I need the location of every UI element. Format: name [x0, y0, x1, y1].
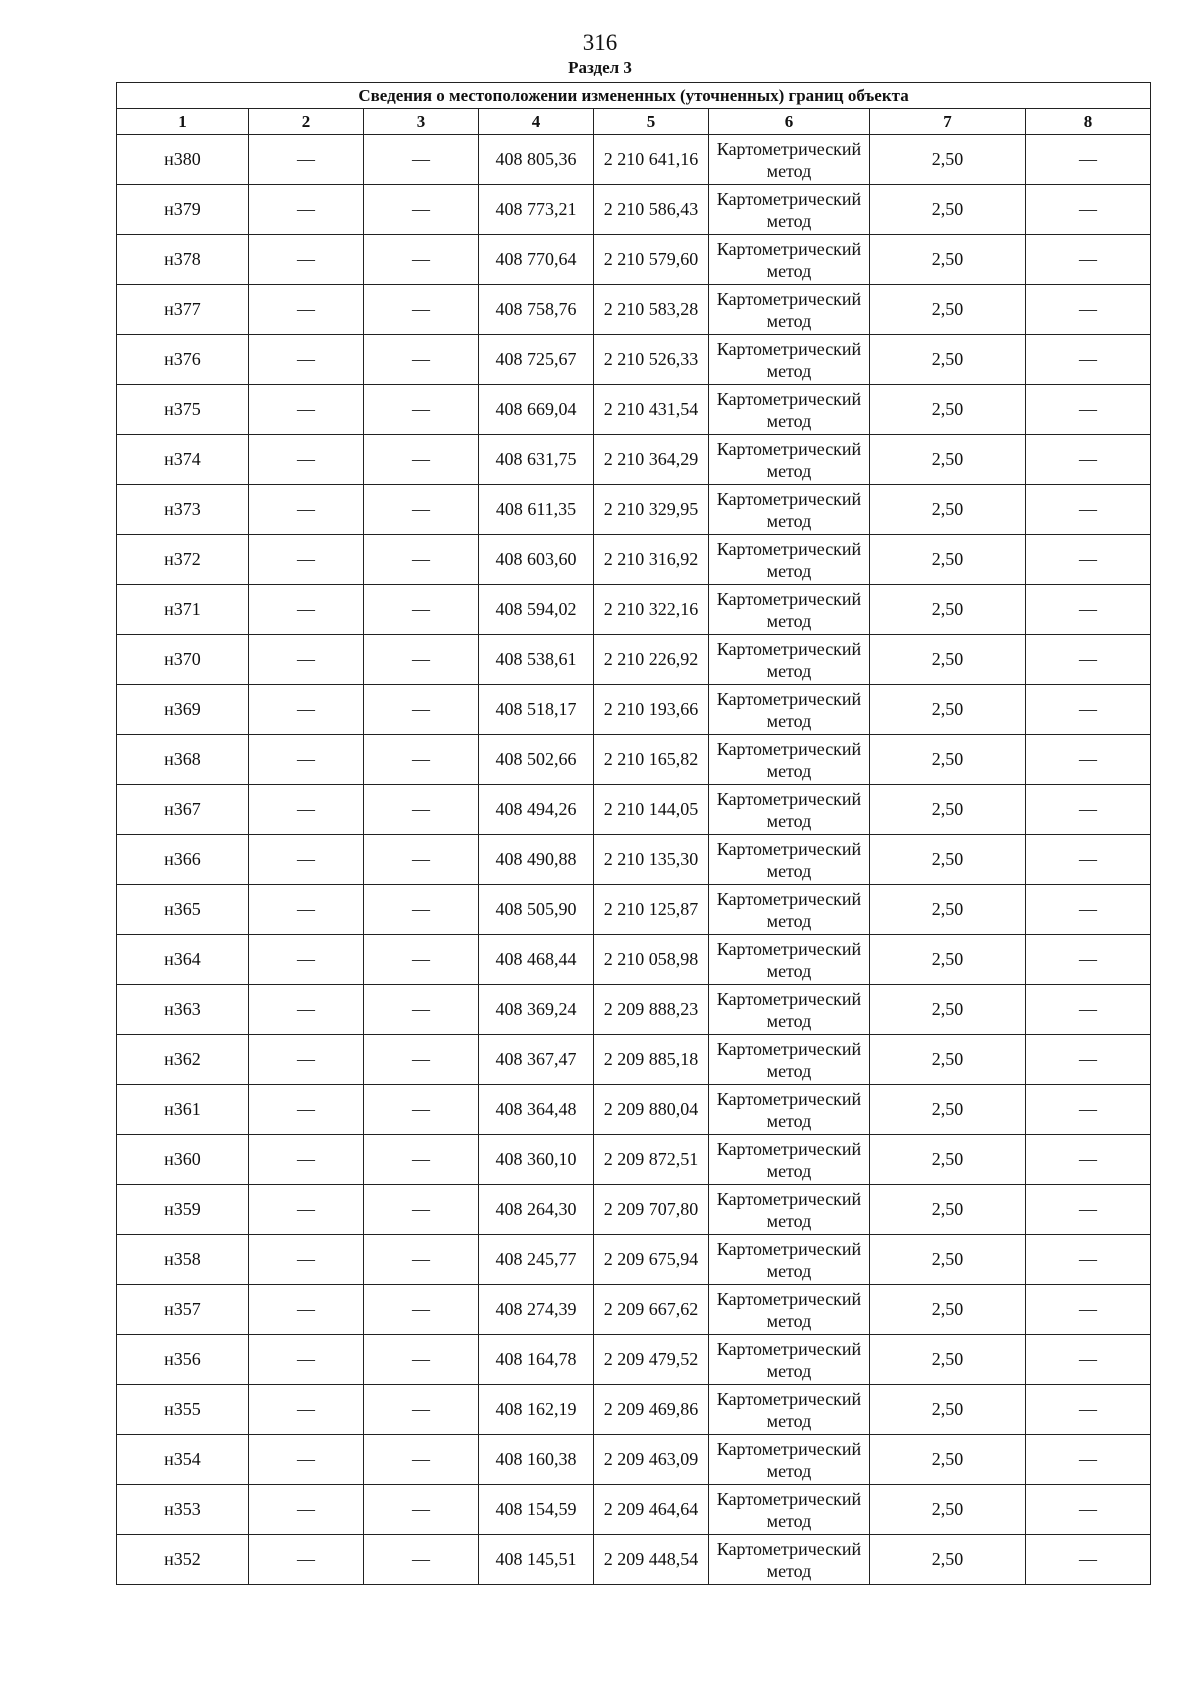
table-row: [117, 985, 1151, 1035]
empty-dash-cell: —: [364, 235, 479, 285]
accuracy-cell: 2,50: [870, 135, 1026, 185]
accuracy-cell: 2,50: [870, 1135, 1026, 1185]
empty-dash-cell: —: [364, 1235, 479, 1285]
accuracy-cell: 2,50: [870, 335, 1026, 385]
x-coordinate-cell: 408 518,17: [479, 685, 594, 735]
accuracy-cell: 2,50: [870, 585, 1026, 635]
empty-dash-cell: —: [249, 785, 364, 835]
empty-dash-cell: —: [249, 1535, 364, 1585]
empty-dash-cell: —: [1026, 885, 1151, 935]
table-row: [117, 535, 1151, 585]
method-cell: Картометрический метод: [709, 435, 870, 485]
table-row: [117, 885, 1151, 935]
method-cell: Картометрический метод: [709, 1435, 870, 1485]
point-number-cell: н377: [117, 285, 249, 335]
method-cell: Картометрический метод: [709, 885, 870, 935]
empty-dash-cell: —: [1026, 485, 1151, 535]
x-coordinate-cell: 408 773,21: [479, 185, 594, 235]
empty-dash-cell: —: [249, 135, 364, 185]
empty-dash-cell: —: [1026, 1185, 1151, 1235]
x-coordinate-cell: 408 360,10: [479, 1135, 594, 1185]
empty-dash-cell: —: [364, 1385, 479, 1435]
accuracy-cell: 2,50: [870, 1435, 1026, 1485]
method-cell: Картометрический метод: [709, 285, 870, 335]
point-number-cell: н370: [117, 635, 249, 685]
method-cell: Картометрический метод: [709, 635, 870, 685]
x-coordinate-cell: 408 367,47: [479, 1035, 594, 1085]
y-coordinate-cell: 2 209 880,04: [594, 1085, 709, 1135]
y-coordinate-cell: 2 209 707,80: [594, 1185, 709, 1235]
empty-dash-cell: —: [1026, 1435, 1151, 1485]
table-row: [117, 235, 1151, 285]
empty-dash-cell: —: [249, 285, 364, 335]
method-cell: Картометрический метод: [709, 735, 870, 785]
empty-dash-cell: —: [249, 1085, 364, 1135]
empty-dash-cell: —: [249, 535, 364, 585]
empty-dash-cell: —: [1026, 285, 1151, 335]
empty-dash-cell: —: [249, 635, 364, 685]
table-row: [117, 585, 1151, 635]
x-coordinate-cell: 408 758,76: [479, 285, 594, 335]
point-number-cell: н361: [117, 1085, 249, 1135]
point-number-cell: н380: [117, 135, 249, 185]
y-coordinate-cell: 2 210 125,87: [594, 885, 709, 935]
table-row: [117, 935, 1151, 985]
table-row: [117, 435, 1151, 485]
empty-dash-cell: —: [364, 1285, 479, 1335]
accuracy-cell: 2,50: [870, 535, 1026, 585]
point-number-cell: н363: [117, 985, 249, 1035]
column-number: 7: [870, 109, 1026, 135]
x-coordinate-cell: 408 631,75: [479, 435, 594, 485]
accuracy-cell: 2,50: [870, 785, 1026, 835]
accuracy-cell: 2,50: [870, 1235, 1026, 1285]
point-number-cell: н375: [117, 385, 249, 435]
point-number-cell: н367: [117, 785, 249, 835]
empty-dash-cell: —: [249, 1385, 364, 1435]
y-coordinate-cell: 2 209 469,86: [594, 1385, 709, 1435]
empty-dash-cell: —: [1026, 335, 1151, 385]
point-number-cell: н374: [117, 435, 249, 485]
empty-dash-cell: —: [1026, 1535, 1151, 1585]
empty-dash-cell: —: [1026, 1285, 1151, 1335]
column-number: 3: [364, 109, 479, 135]
method-cell: Картометрический метод: [709, 785, 870, 835]
column-number: 1: [117, 109, 249, 135]
empty-dash-cell: —: [364, 735, 479, 785]
empty-dash-cell: —: [1026, 135, 1151, 185]
table-row: [117, 135, 1151, 185]
accuracy-cell: 2,50: [870, 185, 1026, 235]
empty-dash-cell: —: [364, 435, 479, 485]
point-number-cell: н379: [117, 185, 249, 235]
y-coordinate-cell: 2 209 885,18: [594, 1035, 709, 1085]
table-row: [117, 635, 1151, 685]
empty-dash-cell: —: [364, 285, 479, 335]
method-cell: Картометрический метод: [709, 1285, 870, 1335]
x-coordinate-cell: 408 364,48: [479, 1085, 594, 1135]
empty-dash-cell: —: [1026, 1035, 1151, 1085]
y-coordinate-cell: 2 210 226,92: [594, 635, 709, 685]
method-cell: Картометрический метод: [709, 935, 870, 985]
y-coordinate-cell: 2 210 526,33: [594, 335, 709, 385]
empty-dash-cell: —: [249, 1035, 364, 1085]
empty-dash-cell: —: [364, 585, 479, 635]
table-row: [117, 285, 1151, 335]
page-number: 316: [582, 30, 618, 55]
accuracy-cell: 2,50: [870, 385, 1026, 435]
accuracy-cell: 2,50: [870, 1035, 1026, 1085]
empty-dash-cell: —: [249, 685, 364, 735]
empty-dash-cell: —: [364, 335, 479, 385]
y-coordinate-cell: 2 210 329,95: [594, 485, 709, 535]
point-number-cell: н359: [117, 1185, 249, 1235]
empty-dash-cell: —: [249, 1435, 364, 1485]
point-number-cell: н357: [117, 1285, 249, 1335]
x-coordinate-cell: 408 162,19: [479, 1385, 594, 1435]
point-number-cell: н366: [117, 835, 249, 885]
accuracy-cell: 2,50: [870, 935, 1026, 985]
empty-dash-cell: —: [249, 1485, 364, 1535]
point-number-cell: н358: [117, 1235, 249, 1285]
y-coordinate-cell: 2 210 583,28: [594, 285, 709, 335]
empty-dash-cell: —: [364, 1435, 479, 1485]
method-cell: Картометрический метод: [709, 235, 870, 285]
table-title: Сведения о местоположении измененных (уточненных) границ объекта: [117, 83, 1151, 109]
empty-dash-cell: —: [1026, 785, 1151, 835]
method-cell: Картометрический метод: [709, 985, 870, 1035]
method-cell: Картометрический метод: [709, 1135, 870, 1185]
empty-dash-cell: —: [364, 785, 479, 835]
empty-dash-cell: —: [1026, 1485, 1151, 1535]
column-number: 6: [709, 109, 870, 135]
point-number-cell: н356: [117, 1335, 249, 1385]
y-coordinate-cell: 2 209 479,52: [594, 1335, 709, 1385]
y-coordinate-cell: 2 210 431,54: [594, 385, 709, 435]
point-number-cell: н362: [117, 1035, 249, 1085]
y-coordinate-cell: 2 210 641,16: [594, 135, 709, 185]
accuracy-cell: 2,50: [870, 635, 1026, 685]
x-coordinate-cell: 408 725,67: [479, 335, 594, 385]
y-coordinate-cell: 2 210 316,92: [594, 535, 709, 585]
point-number-cell: н368: [117, 735, 249, 785]
x-coordinate-cell: 408 468,44: [479, 935, 594, 985]
empty-dash-cell: —: [364, 1085, 479, 1135]
y-coordinate-cell: 2 210 135,30: [594, 835, 709, 885]
y-coordinate-cell: 2 209 872,51: [594, 1135, 709, 1185]
empty-dash-cell: —: [1026, 235, 1151, 285]
x-coordinate-cell: 408 603,60: [479, 535, 594, 585]
y-coordinate-cell: 2 209 448,54: [594, 1535, 709, 1585]
section-title: Раздел 3: [568, 58, 632, 77]
empty-dash-cell: —: [249, 1335, 364, 1385]
point-number-cell: н352: [117, 1535, 249, 1585]
x-coordinate-cell: 408 145,51: [479, 1535, 594, 1585]
accuracy-cell: 2,50: [870, 1535, 1026, 1585]
x-coordinate-cell: 408 369,24: [479, 985, 594, 1035]
accuracy-cell: 2,50: [870, 1335, 1026, 1385]
x-coordinate-cell: 408 164,78: [479, 1335, 594, 1385]
empty-dash-cell: —: [364, 1335, 479, 1385]
empty-dash-cell: —: [1026, 1335, 1151, 1385]
point-number-cell: н376: [117, 335, 249, 385]
y-coordinate-cell: 2 210 165,82: [594, 735, 709, 785]
table-row: [117, 1285, 1151, 1335]
empty-dash-cell: —: [1026, 635, 1151, 685]
method-cell: Картометрический метод: [709, 535, 870, 585]
x-coordinate-cell: 408 154,59: [479, 1485, 594, 1535]
empty-dash-cell: —: [249, 835, 364, 885]
point-number-cell: н353: [117, 1485, 249, 1535]
method-cell: Картометрический метод: [709, 1235, 870, 1285]
accuracy-cell: 2,50: [870, 1085, 1026, 1135]
y-coordinate-cell: 2 210 058,98: [594, 935, 709, 985]
method-cell: Картометрический метод: [709, 1335, 870, 1385]
empty-dash-cell: —: [249, 1185, 364, 1235]
empty-dash-cell: —: [364, 1135, 479, 1185]
x-coordinate-cell: 408 805,36: [479, 135, 594, 185]
table-row: [117, 785, 1151, 835]
empty-dash-cell: —: [249, 885, 364, 935]
table-row: [117, 1135, 1151, 1185]
accuracy-cell: 2,50: [870, 735, 1026, 785]
empty-dash-cell: —: [1026, 1385, 1151, 1435]
point-number-cell: н378: [117, 235, 249, 285]
empty-dash-cell: —: [364, 1535, 479, 1585]
x-coordinate-cell: 408 669,04: [479, 385, 594, 435]
empty-dash-cell: —: [364, 635, 479, 685]
y-coordinate-cell: 2 210 586,43: [594, 185, 709, 235]
empty-dash-cell: —: [364, 1185, 479, 1235]
point-number-cell: н372: [117, 535, 249, 585]
method-cell: Картометрический метод: [709, 685, 870, 735]
accuracy-cell: 2,50: [870, 685, 1026, 735]
method-cell: Картометрический метод: [709, 1185, 870, 1235]
point-number-cell: н365: [117, 885, 249, 935]
table-title-row: [117, 83, 1151, 109]
accuracy-cell: 2,50: [870, 835, 1026, 885]
method-cell: Картометрический метод: [709, 135, 870, 185]
x-coordinate-cell: 408 245,77: [479, 1235, 594, 1285]
table-row: [117, 1235, 1151, 1285]
accuracy-cell: 2,50: [870, 235, 1026, 285]
table-row: [117, 1335, 1151, 1385]
empty-dash-cell: —: [364, 985, 479, 1035]
y-coordinate-cell: 2 209 667,62: [594, 1285, 709, 1335]
y-coordinate-cell: 2 210 322,16: [594, 585, 709, 635]
empty-dash-cell: —: [1026, 735, 1151, 785]
accuracy-cell: 2,50: [870, 985, 1026, 1035]
x-coordinate-cell: 408 502,66: [479, 735, 594, 785]
method-cell: Картометрический метод: [709, 1035, 870, 1085]
method-cell: Картометрический метод: [709, 185, 870, 235]
empty-dash-cell: —: [364, 535, 479, 585]
accuracy-cell: 2,50: [870, 435, 1026, 485]
column-number: 4: [479, 109, 594, 135]
empty-dash-cell: —: [1026, 535, 1151, 585]
y-coordinate-cell: 2 210 364,29: [594, 435, 709, 485]
accuracy-cell: 2,50: [870, 285, 1026, 335]
x-coordinate-cell: 408 611,35: [479, 485, 594, 535]
empty-dash-cell: —: [249, 1235, 364, 1285]
y-coordinate-cell: 2 209 463,09: [594, 1435, 709, 1485]
empty-dash-cell: —: [249, 735, 364, 785]
table-row: [117, 1185, 1151, 1235]
point-number-cell: н360: [117, 1135, 249, 1185]
table-row: [117, 485, 1151, 535]
empty-dash-cell: —: [249, 385, 364, 435]
empty-dash-cell: —: [249, 235, 364, 285]
table-row: [117, 1485, 1151, 1535]
point-number-cell: н371: [117, 585, 249, 635]
empty-dash-cell: —: [364, 385, 479, 435]
empty-dash-cell: —: [364, 1485, 479, 1535]
point-number-cell: н355: [117, 1385, 249, 1435]
method-cell: Картометрический метод: [709, 1085, 870, 1135]
table-body: [117, 135, 1151, 1585]
empty-dash-cell: —: [249, 985, 364, 1035]
table-row: [117, 1085, 1151, 1135]
empty-dash-cell: —: [1026, 685, 1151, 735]
empty-dash-cell: —: [249, 185, 364, 235]
y-coordinate-cell: 2 209 675,94: [594, 1235, 709, 1285]
table-row: [117, 185, 1151, 235]
empty-dash-cell: —: [249, 585, 364, 635]
empty-dash-cell: —: [1026, 1135, 1151, 1185]
point-number-cell: н354: [117, 1435, 249, 1485]
accuracy-cell: 2,50: [870, 1185, 1026, 1235]
y-coordinate-cell: 2 210 144,05: [594, 785, 709, 835]
point-number-cell: н369: [117, 685, 249, 735]
table-row: [117, 385, 1151, 435]
table-row: [117, 1035, 1151, 1085]
accuracy-cell: 2,50: [870, 485, 1026, 535]
empty-dash-cell: —: [364, 185, 479, 235]
y-coordinate-cell: 2 210 579,60: [594, 235, 709, 285]
column-number: 8: [1026, 109, 1151, 135]
empty-dash-cell: —: [1026, 985, 1151, 1035]
table-row: [117, 1535, 1151, 1585]
empty-dash-cell: —: [364, 135, 479, 185]
y-coordinate-cell: 2 209 464,64: [594, 1485, 709, 1535]
x-coordinate-cell: 408 274,39: [479, 1285, 594, 1335]
method-cell: Картометрический метод: [709, 585, 870, 635]
accuracy-cell: 2,50: [870, 885, 1026, 935]
method-cell: Картометрический метод: [709, 335, 870, 385]
empty-dash-cell: —: [249, 435, 364, 485]
empty-dash-cell: —: [1026, 1235, 1151, 1285]
x-coordinate-cell: 408 494,26: [479, 785, 594, 835]
empty-dash-cell: —: [364, 835, 479, 885]
table-row: [117, 1435, 1151, 1485]
column-number: 2: [249, 109, 364, 135]
empty-dash-cell: —: [1026, 935, 1151, 985]
method-cell: Картометрический метод: [709, 835, 870, 885]
table-row: [117, 835, 1151, 885]
method-cell: Картометрический метод: [709, 1535, 870, 1585]
x-coordinate-cell: 408 505,90: [479, 885, 594, 935]
empty-dash-cell: —: [249, 1135, 364, 1185]
table-row: [117, 335, 1151, 385]
empty-dash-cell: —: [1026, 185, 1151, 235]
empty-dash-cell: —: [249, 1285, 364, 1335]
x-coordinate-cell: 408 770,64: [479, 235, 594, 285]
empty-dash-cell: —: [364, 485, 479, 535]
empty-dash-cell: —: [364, 935, 479, 985]
column-number-row: [117, 109, 1151, 135]
point-number-cell: н364: [117, 935, 249, 985]
column-number: 5: [594, 109, 709, 135]
method-cell: Картометрический метод: [709, 1485, 870, 1535]
empty-dash-cell: —: [249, 335, 364, 385]
empty-dash-cell: —: [1026, 835, 1151, 885]
x-coordinate-cell: 408 490,88: [479, 835, 594, 885]
empty-dash-cell: —: [364, 885, 479, 935]
method-cell: Картометрический метод: [709, 1385, 870, 1435]
empty-dash-cell: —: [249, 935, 364, 985]
coordinates-table: [116, 82, 1151, 1585]
accuracy-cell: 2,50: [870, 1385, 1026, 1435]
empty-dash-cell: —: [1026, 435, 1151, 485]
x-coordinate-cell: 408 264,30: [479, 1185, 594, 1235]
empty-dash-cell: —: [249, 485, 364, 535]
empty-dash-cell: —: [364, 685, 479, 735]
accuracy-cell: 2,50: [870, 1485, 1026, 1535]
empty-dash-cell: —: [1026, 1085, 1151, 1135]
point-number-cell: н373: [117, 485, 249, 535]
x-coordinate-cell: 408 594,02: [479, 585, 594, 635]
table-row: [117, 1385, 1151, 1435]
y-coordinate-cell: 2 209 888,23: [594, 985, 709, 1035]
empty-dash-cell: —: [364, 1035, 479, 1085]
x-coordinate-cell: 408 538,61: [479, 635, 594, 685]
accuracy-cell: 2,50: [870, 1285, 1026, 1335]
empty-dash-cell: —: [1026, 385, 1151, 435]
method-cell: Картометрический метод: [709, 385, 870, 435]
y-coordinate-cell: 2 210 193,66: [594, 685, 709, 735]
x-coordinate-cell: 408 160,38: [479, 1435, 594, 1485]
table-row: [117, 685, 1151, 735]
method-cell: Картометрический метод: [709, 485, 870, 535]
table-row: [117, 735, 1151, 785]
empty-dash-cell: —: [1026, 585, 1151, 635]
